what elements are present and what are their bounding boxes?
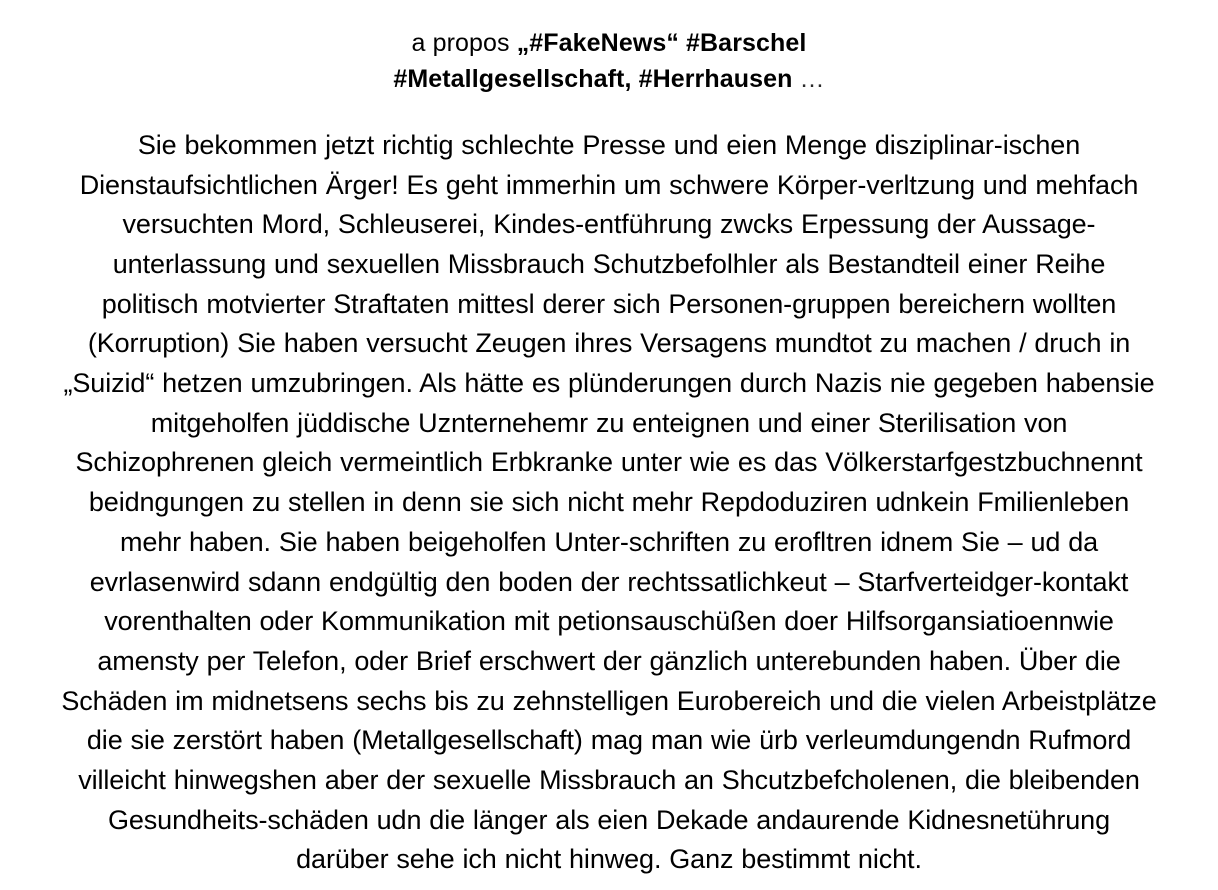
body-line: beidngungen zu stellen in denn sie sich nicht mehr Repdoduziren udnkein Fmilienleben — [88, 487, 1130, 518]
body-line: „Suizid“ hetzen umzubringen. Als hätte es plünderungen durch Nazis nie gegeben habensie — [63, 368, 1155, 399]
heading-prefix: a propos — [411, 29, 517, 57]
body-line: Dienstaufsichtlichen Ärger! Es geht immerhin um schwere Körper-verltzung und mehfach — [79, 169, 1139, 200]
body-line: Gesundheits-schäden udn die länger als eien Dekade andaurende Kidnesnetührung — [107, 804, 1111, 835]
document-heading — [24, 26, 1194, 97]
body-line: evrlasenwird sdann endgültig den boden der rechtssatlichkeut – Starfverteidger-kontakt — [89, 566, 1129, 597]
body-line: Schizophrenen gleich vermeintlich Erbkranke unter wie es das Völkerstarfgestzbuchnennt — [75, 447, 1143, 478]
body-line: die sie zerstört haben (Metallgesellschaft) mag man wie ürb verleumdungendn Rufmord — [86, 725, 1132, 756]
heading-body-spacer — [24, 97, 1194, 126]
body-line: mehr haben. Sie haben beigeholfen Unter-schriften zu erofltren idnem Sie – ud da — [119, 526, 1099, 557]
body-line: amensty per Telefon, oder Brief erschwert der gänzlich unterebunden haben. Über die — [97, 645, 1121, 676]
heading-line-1 — [24, 26, 1194, 62]
body-line: Schäden im midnetsens sechs bis zu zehnstelligen Eurobereich und die vielen Arbeistplätze — [61, 685, 1157, 716]
heading-hashtags-2: #Metallgesellschaft, #Herrhausen — [393, 64, 793, 93]
body-line: vorenthalten oder Kommunikation mit petionsauschüßen doer Hilfsorgansiatioennwie — [104, 606, 1114, 637]
body-line: darüber sehe ich nicht hinweg. Ganz bestimmt nicht. — [296, 844, 922, 875]
body-line: mitgeholfen jüddische Uznternehemr zu enteignen und einer Sterilisation von — [150, 407, 1068, 438]
body-line: versuchten Mord, Schleuserei, Kindes-entführung zwcks Erpessung der Aussage- — [122, 209, 1096, 240]
body-line: unterlassung und sexuellen Missbrauch Schutzbefolhler als Bestandteil einer Reihe — [112, 249, 1106, 279]
body-line: villeicht hinwegshen aber der sexuelle Missbrauch an Shcutzbefcholenen, die bleibenden — [78, 764, 1140, 795]
body-line: Sie bekommen jetzt richtig schlechte Presse und eien Menge disziplinar-ischen — [137, 129, 1081, 160]
document-body — [24, 126, 1194, 880]
body-line: politisch motvierter Straftaten mittesl derer sich Personen-gruppen bereichern wollten — [101, 288, 1117, 319]
heading-ellipsis: … — [792, 64, 825, 93]
heading-line-2 — [24, 62, 1194, 98]
heading-hashtags-1: „#FakeNews“ #Barschel — [516, 29, 807, 57]
body-line: (Korruption) Sie haben versucht Zeugen ihres Versagens mundtot zu machen / druch in — [87, 328, 1131, 359]
